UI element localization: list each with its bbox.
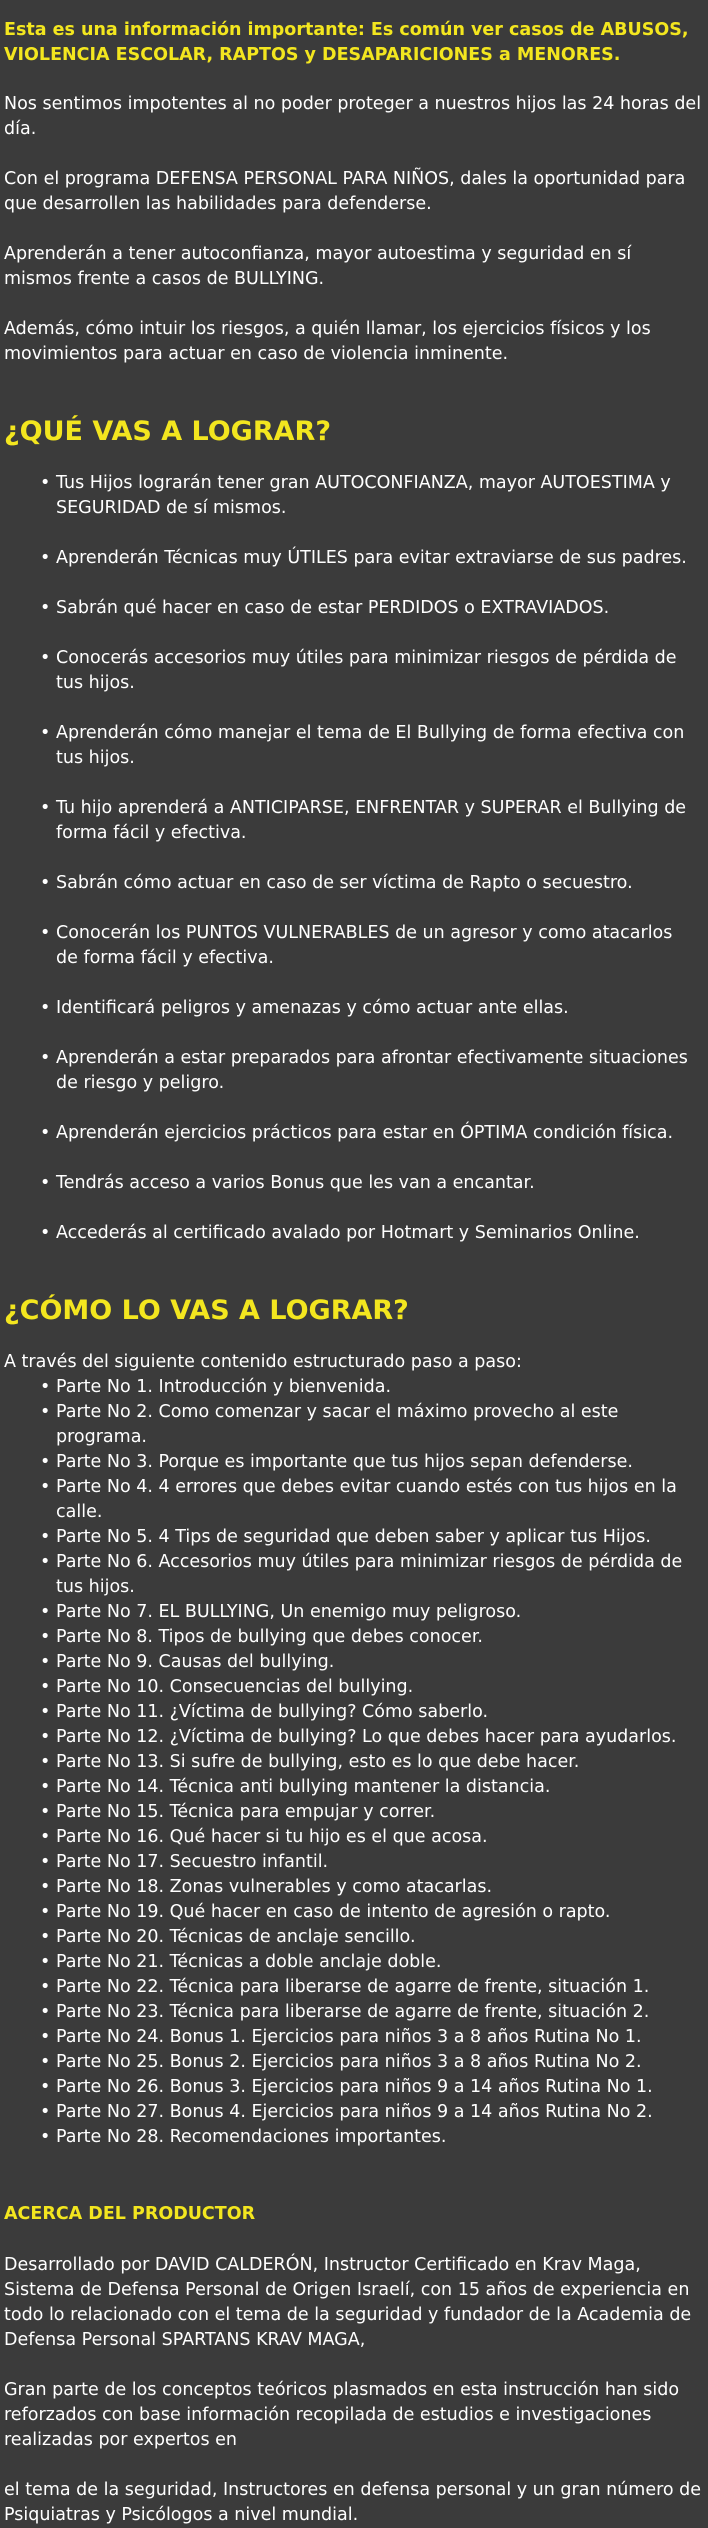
goal-item: • Tu hijo aprenderá a ANTICIPARSE, ENFRENTAR y SUPERAR el Bullying de forma fácil y efectiva.	[56, 796, 692, 846]
goal-item: • Tendrás acceso a varios Bonus que les van a encantar.	[56, 1171, 692, 1196]
intro-paragraph: Con el programa DEFENSA PERSONAL PARA NIÑOS, dales la oportunidad para que desarrollen las habilidades para defenderse.	[4, 169, 686, 214]
goal-item: • Sabrán qué hacer en caso de estar PERDIDOS o EXTRAVIADOS.	[56, 596, 692, 621]
producer-section	[4, 2253, 704, 2528]
part-item: • Parte No 21. Técnicas a doble anclaje doble.	[56, 1950, 692, 1975]
part-item: • Parte No 23. Técnica para liberarse de agarre de frente, situación 2.	[56, 2000, 692, 2025]
goal-item: • Aprenderán cómo manejar el tema de El Bullying de forma efectiva con tus hijos.	[56, 721, 692, 771]
part-item: • Parte No 7. EL BULLYING, Un enemigo muy peligroso.	[56, 1600, 692, 1625]
part-item: • Parte No 3. Porque es importante que tus hijos sepan defenderse.	[56, 1450, 692, 1475]
how-heading: ¿CÓMO LO VAS A LOGRAR?	[4, 1295, 409, 1326]
goal-item: • Identificará peligros y amenazas y cómo actuar ante ellas.	[56, 996, 692, 1021]
part-item: • Parte No 27. Bonus 4. Ejercicios para niños 9 a 14 años Rutina No 2.	[56, 2100, 692, 2125]
producer-paragraph: Gran parte de los conceptos teóricos plasmados en esta instrucción han sido reforzados con base información recopilada de estudios e investigaciones realizadas por expertos en	[4, 2380, 680, 2450]
goal-item: • Conocerás accesorios muy útiles para minimizar riesgos de pérdida de tus hijos.	[56, 646, 692, 696]
part-item: • Parte No 17. Secuestro infantil.	[56, 1850, 692, 1875]
goal-item: • Accederás al certificado avalado por Hotmart y Seminarios Online.	[56, 1221, 692, 1246]
part-item: • Parte No 22. Técnica para liberarse de agarre de frente, situación 1.	[56, 1975, 692, 2000]
producer-heading: ACERCA DEL PRODUCTOR	[4, 2204, 256, 2224]
goal-item: • Conocerán los PUNTOS VULNERABLES de un agresor y como atacarlos de forma fácil y efectiva.	[56, 921, 692, 971]
parts-list	[4, 1375, 704, 2150]
part-item: • Parte No 4. 4 errores que debes evitar cuando estés con tus hijos en la calle.	[56, 1475, 692, 1525]
part-item: • Parte No 28. Recomendaciones importantes.	[56, 2125, 692, 2150]
part-item: • Parte No 9. Causas del bullying.	[56, 1650, 692, 1675]
goals-list	[4, 471, 704, 1246]
goal-item: • Aprenderán a estar preparados para afrontar efectivamente situaciones de riesgo y peligro.	[56, 1046, 692, 1096]
goal-item: • Aprenderán Técnicas muy ÚTILES para evitar extraviarse de sus padres.	[56, 546, 692, 571]
intro-paragraph: Aprenderán a tener autoconfianza, mayor autoestima y seguridad en sí mismos frente a casos de BULLYING.	[4, 244, 632, 289]
part-item: • Parte No 25. Bonus 2. Ejercicios para niños 3 a 8 años Rutina No 2.	[56, 2050, 692, 2075]
part-item: • Parte No 6. Accesorios muy útiles para minimizar riesgos de pérdida de tus hijos.	[56, 1550, 692, 1600]
warning-text: Esta es una información importante: Es común ver casos de ABUSOS, VIOLENCIA ESCOLAR, RAPTOS y DESAPARICIONES a MENORES.	[4, 20, 689, 65]
intro-paragraph: Además, cómo intuir los riesgos, a quién llamar, los ejercicios físicos y los movimientos para actuar en caso de violencia inminente.	[4, 319, 651, 364]
part-item: • Parte No 16. Qué hacer si tu hijo es el que acosa.	[56, 1825, 692, 1850]
part-item: • Parte No 1. Introducción y bienvenida.	[56, 1375, 692, 1400]
part-item: • Parte No 8. Tipos de bullying que debes conocer.	[56, 1625, 692, 1650]
part-item: • Parte No 26. Bonus 3. Ejercicios para niños 9 a 14 años Rutina No 1.	[56, 2075, 692, 2100]
intro-paragraph: Nos sentimos impotentes al no poder proteger a nuestros hijos las 24 horas del día.	[4, 94, 702, 139]
intro-section	[4, 92, 704, 367]
part-item: • Parte No 18. Zonas vulnerables y como atacarlas.	[56, 1875, 692, 1900]
producer-paragraph: el tema de la seguridad, Instructores en defensa personal y un gran número de Psiquiatras y Psicólogos a nivel mundial.	[4, 2480, 702, 2525]
part-item: • Parte No 5. 4 Tips de seguridad que deben saber y aplicar tus Hijos.	[56, 1525, 692, 1550]
goal-item: • Tus Hijos lograrán tener gran AUTOCONFIANZA, mayor AUTOESTIMA y SEGURIDAD de sí mismos.	[56, 471, 692, 521]
how-intro: A través del siguiente contenido estructurado paso a paso:	[4, 1352, 522, 1372]
part-item: • Parte No 19. Qué hacer en caso de intento de agresión o rapto.	[56, 1900, 692, 1925]
goals-heading: ¿QUÉ VAS A LOGRAR?	[4, 416, 331, 447]
part-item: • Parte No 10. Consecuencias del bullying.	[56, 1675, 692, 1700]
part-item: • Parte No 2. Como comenzar y sacar el máximo provecho al este programa.	[56, 1400, 692, 1450]
part-item: • Parte No 13. Si sufre de bullying, esto es lo que debe hacer.	[56, 1750, 692, 1775]
part-item: • Parte No 24. Bonus 1. Ejercicios para niños 3 a 8 años Rutina No 1.	[56, 2025, 692, 2050]
part-item: • Parte No 15. Técnica para empujar y correr.	[56, 1800, 692, 1825]
part-item: • Parte No 11. ¿Víctima de bullying? Cómo saberlo.	[56, 1700, 692, 1725]
part-item: • Parte No 14. Técnica anti bullying mantener la distancia.	[56, 1775, 692, 1800]
producer-paragraph: Desarrollado por DAVID CALDERÓN, Instructor Certificado en Krav Maga, Sistema de Defensa Personal de Origen Israelí, con 15 años de experiencia en todo lo relacionado con el tema de la seguridad y fundador de la Academia de Defensa Personal SPARTANS KRAV MAGA,	[4, 2255, 692, 2350]
goal-item: • Sabrán cómo actuar en caso de ser víctima de Rapto o secuestro.	[56, 871, 692, 896]
part-item: • Parte No 20. Técnicas de anclaje sencillo.	[56, 1925, 692, 1950]
part-item: • Parte No 12. ¿Víctima de bullying? Lo que debes hacer para ayudarlos.	[56, 1725, 692, 1750]
goal-item: • Aprenderán ejercicios prácticos para estar en ÓPTIMA condición física.	[56, 1121, 692, 1146]
